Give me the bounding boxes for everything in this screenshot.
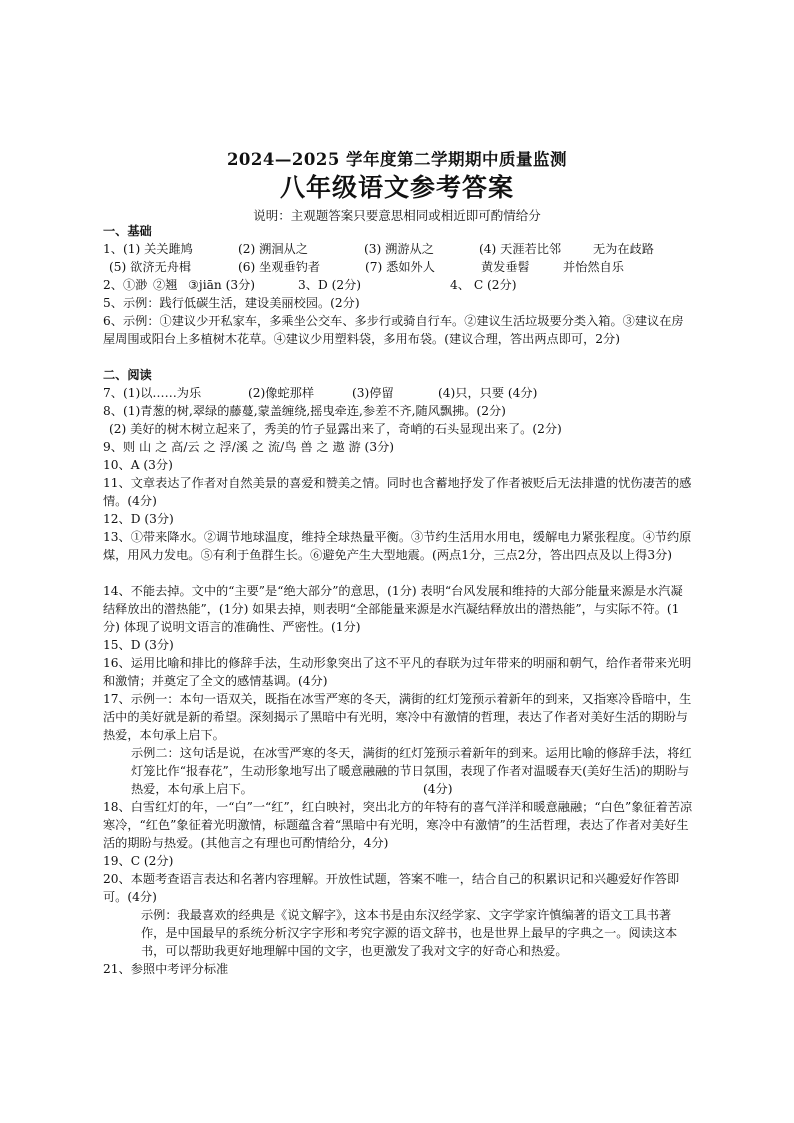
answer-3: 3、D (2分) [298,278,362,292]
answer-1-4b: 无为在歧路 [593,242,654,256]
answer-15: 15、D (3分) [103,638,174,652]
answer-1-4: (4) 天涯若比邻 [479,242,562,256]
answer-9: 9、则 山 之 高/云 之 浮/溪 之 流/鸟 兽 之 遨 游 (3分) [103,440,395,454]
answer-2-2: ②翘 [153,278,178,292]
section-heading-basics: 一、基础 [103,224,152,238]
answer-1-line-1 [103,240,693,258]
answer-7-2: (2)像蛇那样 [248,386,315,400]
answer-16: 16、运用比喻和排比的修辞手法，生动形象突出了这不平凡的春联为过年带来的明丽和朝气，给作者带来光明和激情；并奠定了全文的感情基调。(4分) [103,656,692,688]
answer-19: 19、C (2分) [103,854,174,868]
answer-8-1: 8、(1)青葱的树,翠绿的藤蔓,蒙盖缠绕,摇曳牵连,参差不齐,随风飘拂。(2分) [103,404,506,418]
answer-body [103,222,693,978]
answer-2-1: 2、①渺 [103,278,148,292]
answer-1-1: 1、(1) 关关雎鸠 [103,242,193,256]
answer-7-line [103,384,693,402]
answer-7-3: (3)停留 [352,386,394,400]
answer-13: 13、①带来降水。②调节地球温度，维持全球热量平衡。③节约生活用水用电，缓解电力紧张程度。④节约原煤，用风力发电。⑤有利于鱼群生长。⑥避免产生大型地震。(两点1分，三点2分，答出四点及以上得3分) [103,530,692,562]
answer-1-3: (3) 溯游从之 [364,242,434,256]
answer-6: 6、示例：①建议少开私家车，多乘坐公交车、多步行或骑自行车。②建议生活垃圾要分类入箱。③建议在房屋周围或阳台上多植树木花草。④建议少用塑料袋，多用布袋。(建议合理，答出两点即可，2分) [103,314,684,346]
answer-2-3: ③jiān (3分) [188,278,256,292]
grading-note: 说明：主观题答案只要意思相同或相近即可酌情给分 [253,208,541,223]
answer-21: 21、参照中考评分标准 [103,962,229,976]
answer-1-7b: 黄发垂髫 [481,260,530,274]
document-title: 八年级语文参考答案 [279,173,514,202]
answer-18: 18、白雪红灯的年，一“白”一“红”，红白映衬，突出北方的年特有的喜气洋洋和暖意融融；“白色”象征着苦凉寒冷，“红色”象征着光明激情，标题蕴含着“黑暗中有光明，寒冷中有激情”的生活哲理，表达了作者对美好生活的期盼与热爱。(其他言之有理也可酌情给分，4分) [103,800,693,850]
answer-11: 11、文章表达了作者对自然美景的喜爱和赞美之情。同时也含蓄地抒发了作者被贬后无法排遣的忧伤凄苦的感情。(4分) [103,476,692,508]
answer-7-1: 7、(1)以……为乐 [103,386,202,400]
answer-12: 12、D (3分) [103,512,174,526]
answer-17-score: (4分) [423,782,453,796]
answer-10: 10、A (3分) [103,458,173,472]
answer-8-2: (2) 美好的树木树立起来了，秀美的竹子显露出来了，奇峭的石头显现出来了。(2分) [109,422,562,436]
answer-1-6: (6) 坐观垂钓者 [238,260,321,274]
answer-4: 4、 C (2分) [450,278,517,292]
exam-title: 2024—2025 学年度第二学期期中质量监测 [226,150,568,169]
section-heading-reading: 二、阅读 [103,368,152,382]
answer-1-7: (7) 悉如外人 [365,260,435,274]
answer-5: 5、示例：践行低碳生活，建设美丽校园。(2分) [103,296,360,310]
answer-2-4-line [103,276,693,294]
answer-1-7c: 并怡然自乐 [563,260,624,274]
answer-1-5: (5) 欲济无舟楫 [109,260,192,274]
answer-14: 14、不能去掉。文中的“主要”是“绝大部分”的意思，(1分) 表明“台风发展和维持的大部分能量来源是水汽凝结释放出的潜热能”，(1分) 如果去掉，则表明“全部能量来源是水汽凝结释放出的潜热能”，与实际不符。(1分) 体现了说明文语言的准确性、严密性。(1分) [103,584,683,634]
answer-17-example-2: 示例二：这句话是说，在冰雪严寒的冬天，满街的红灯笼预示着新年的到来。运用比喻的修辞手法，将红灯笼比作“报春花”，生动形象地写出了暖意融融的节日氛围，表现了作者对温暖春天(美好生活)的期盼与热爱，本句承上启下。 [131,746,692,796]
answer-20: 20、本题考查语言表达和名著内容理解。开放性试题，答案不唯一，结合自己的积累识记和兴趣爱好作答即可。(4分) [103,872,680,904]
answer-7-4: (4)只，只要 (4分) [438,386,538,400]
answer-17-example-1: 17、示例一：本句一语双关，既指在冰雪严寒的冬天，满街的红灯笼预示着新年的到来，又指寒冷昏暗中，生活中的美好就是新的希望。深刻揭示了黑暗中有光明，寒冷中有激情的哲理，表达了作者对美好生活的期盼与热爱，本句承上启下。 [103,692,692,742]
answer-1-line-2 [103,258,693,276]
answer-20-example: 示例：我最喜欢的经典是《说文解字》，这本书是由东汉经学家、文字学家许慎编著的语文工具书著作，是中国最早的系统分析汉字字形和考究字源的语文辞书，也是世界上最早的字典之一。阅读这本书，可以帮助我更好地理解中国的文字，也更激发了我对文字的好奇心和热爱。 [141,908,678,958]
answer-1-2: (2) 溯洄从之 [238,242,308,256]
